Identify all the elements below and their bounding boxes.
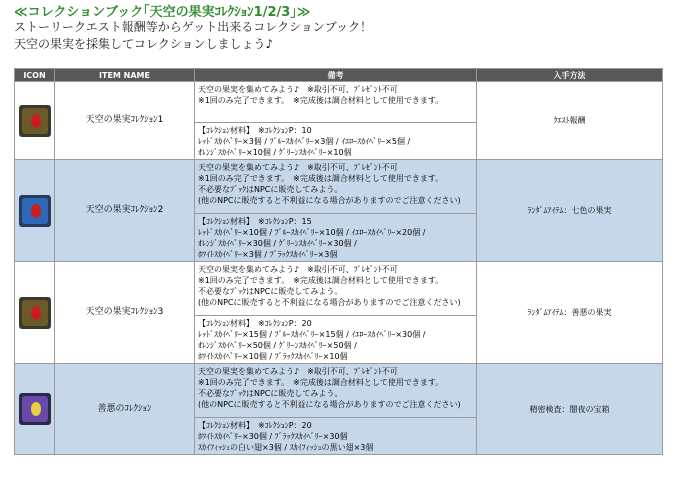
collection-table [14,68,663,455]
note-line: ※1回のみ完了できます。 ※完成後は調合材料として使用できます。 [198,96,444,105]
item-name: 善悪のｺﾚｸｼｮﾝ [55,364,195,455]
item-acquisition: ﾗﾝﾀﾞﾑｱｲﾃﾑ：善悪の果実 [477,262,663,364]
note-line: 不必要なﾌﾞｯｸはNPCに販売してみよう。 [198,287,343,296]
item-notes [195,82,477,123]
note-line: ※1回のみ完了できます。 ※完成後は調合材料として使用できます。 [198,174,444,183]
material-line: 【ｺﾚｸｼｮﾝ材料】 ※ｺﾚｸｼｮﾝP：10 [198,126,312,135]
intro-line-1: ストーリークエスト報酬等からゲット出来るコレクションブック！ [14,20,372,34]
column-header-acquisition: 入手方法 [477,69,663,82]
note-line: (他のNPCに販売すると不利益になる場合がありますのでご注意ください) [198,196,461,205]
material-line: ｵﾚﾝｼﾞｽｶｲﾍﾞﾘｰ×50個 / ｸﾞﾘｰﾝｽｶｲﾍﾞﾘｰ×50個 / [198,341,357,350]
material-line: 【ｺﾚｸｼｮﾝ材料】 ※ｺﾚｸｼｮﾝP：20 [198,319,312,328]
item-notes [195,364,477,418]
item-materials [195,214,477,262]
column-header-notes: 備考 [195,69,477,82]
red-book-icon [19,105,51,137]
page-title: ≪コレクションブック｢天空の果実ｺﾚｸｼｮﾝ1/2/3｣≫ [14,5,311,20]
material-line: ﾎﾜｲﾄｽｶｲﾍﾞﾘｰ×3個 / ﾌﾞﾗｯｸｽｶｲﾍﾞﾘｰ×3個 [198,250,338,259]
item-materials [195,316,477,364]
item-name: 天空の果実ｺﾚｸｼｮﾝ2 [55,160,195,262]
table-header-row [15,69,663,82]
note-line: 天空の果実を集めてみよう♪ ※取引不可、ﾌﾟﾚｾﾞﾝﾄ不可 [198,163,398,172]
material-line: 【ｺﾚｸｼｮﾝ材料】 ※ｺﾚｸｼｮﾝP：15 [198,217,312,226]
item-name: 天空の果実ｺﾚｸｼｮﾝ3 [55,262,195,364]
item-acquisition: ﾗﾝﾀﾞﾑｱｲﾃﾑ：七色の果実 [477,160,663,262]
note-line: 天空の果実を集めてみよう♪ ※取引不可、ﾌﾟﾚｾﾞﾝﾄ不可 [198,265,398,274]
note-line: (他のNPCに販売すると不利益になる場合がありますのでご注意ください) [198,400,461,409]
table-row [15,160,663,214]
table-row [15,364,663,418]
item-name: 天空の果実ｺﾚｸｼｮﾝ1 [55,82,195,160]
note-line: 不必要なﾌﾞｯｸはNPCに販売してみよう。 [198,389,343,398]
material-line: ﾚｯﾄﾞｽｶｲﾍﾞﾘｰ×3個 / ﾌﾞﾙｰｽｶｲﾍﾞﾘｰ×3個 / ｲｴﾛｰｽｶｲﾍﾞﾘｰ×5個 / [198,137,411,146]
blue-book-icon [19,195,51,227]
intro-line-2: 天空の果実を採集してコレクションしましょう♪ [14,37,274,51]
table-row [15,262,663,316]
material-line: ｽｶｲﾌｨｯｼｭの白い翅×3個 / ｽｶｲﾌｨｯｼｭの黒い翅×3個 [198,443,374,452]
item-materials [195,123,477,160]
material-line: 【ｺﾚｸｼｮﾝ材料】 ※ｺﾚｸｼｮﾝP：20 [198,421,312,430]
note-line: 天空の果実を集めてみよう♪ ※取引不可、ﾌﾟﾚｾﾞﾝﾄ不可 [198,85,398,94]
material-line: ｵﾚﾝｼﾞｽｶｲﾍﾞﾘｰ×10個 / ｸﾞﾘｰﾝｽｶｲﾍﾞﾘｰ×10個 [198,148,352,157]
item-notes [195,262,477,316]
material-line: ｵﾚﾝｼﾞｽｶｲﾍﾞﾘｰ×30個 / ｸﾞﾘｰﾝｽｶｲﾍﾞﾘｰ×30個 / [198,239,357,248]
note-line: ※1回のみ完了できます。 ※完成後は調合材料として使用できます。 [198,276,444,285]
item-icon-cell [15,82,55,160]
item-icon-cell [15,364,55,455]
item-notes [195,160,477,214]
item-materials [195,418,477,455]
material-line: ﾎﾜｲﾄｽｶｲﾍﾞﾘｰ×30個 / ﾌﾞﾗｯｸｽｶｲﾍﾞﾘｰ×30個 [198,432,348,441]
material-line: ﾎﾜｲﾄｽｶｲﾍﾞﾘｰ×10個 / ﾌﾞﾗｯｸｽｶｲﾍﾞﾘｰ×10個 [198,352,348,361]
material-line: ﾚｯﾄﾞｽｶｲﾍﾞﾘｰ×10個 / ﾌﾞﾙｰｽｶｲﾍﾞﾘｰ×10個 / ｲｴﾛｰｽｶｲﾍﾞﾘｰ×20個 / [198,228,426,237]
item-acquisition: 精密検査：闇夜の宝箱 [477,364,663,455]
note-line: 天空の果実を集めてみよう♪ ※取引不可、ﾌﾟﾚｾﾞﾝﾄ不可 [198,367,398,376]
item-icon-cell [15,262,55,364]
note-line: 不必要なﾌﾞｯｸはNPCに販売してみよう。 [198,185,343,194]
red-book-icon [19,297,51,329]
column-header-icon: ICON [15,69,55,82]
table-row [15,82,663,123]
purple-book-icon [19,393,51,425]
column-header-item-name: ITEM NAME [55,69,195,82]
item-acquisition: ｸｴｽﾄ報酬 [477,82,663,160]
note-line: (他のNPCに販売すると不利益になる場合がありますのでご注意ください) [198,298,461,307]
material-line: ﾚｯﾄﾞｽｶｲﾍﾞﾘｰ×15個 / ﾌﾞﾙｰｽｶｲﾍﾞﾘｰ×15個 / ｲｴﾛｰｽｶｲﾍﾞﾘｰ×30個 / [198,330,426,339]
note-line: ※1回のみ完了できます。 ※完成後は調合材料として使用できます。 [198,378,444,387]
item-icon-cell [15,160,55,262]
